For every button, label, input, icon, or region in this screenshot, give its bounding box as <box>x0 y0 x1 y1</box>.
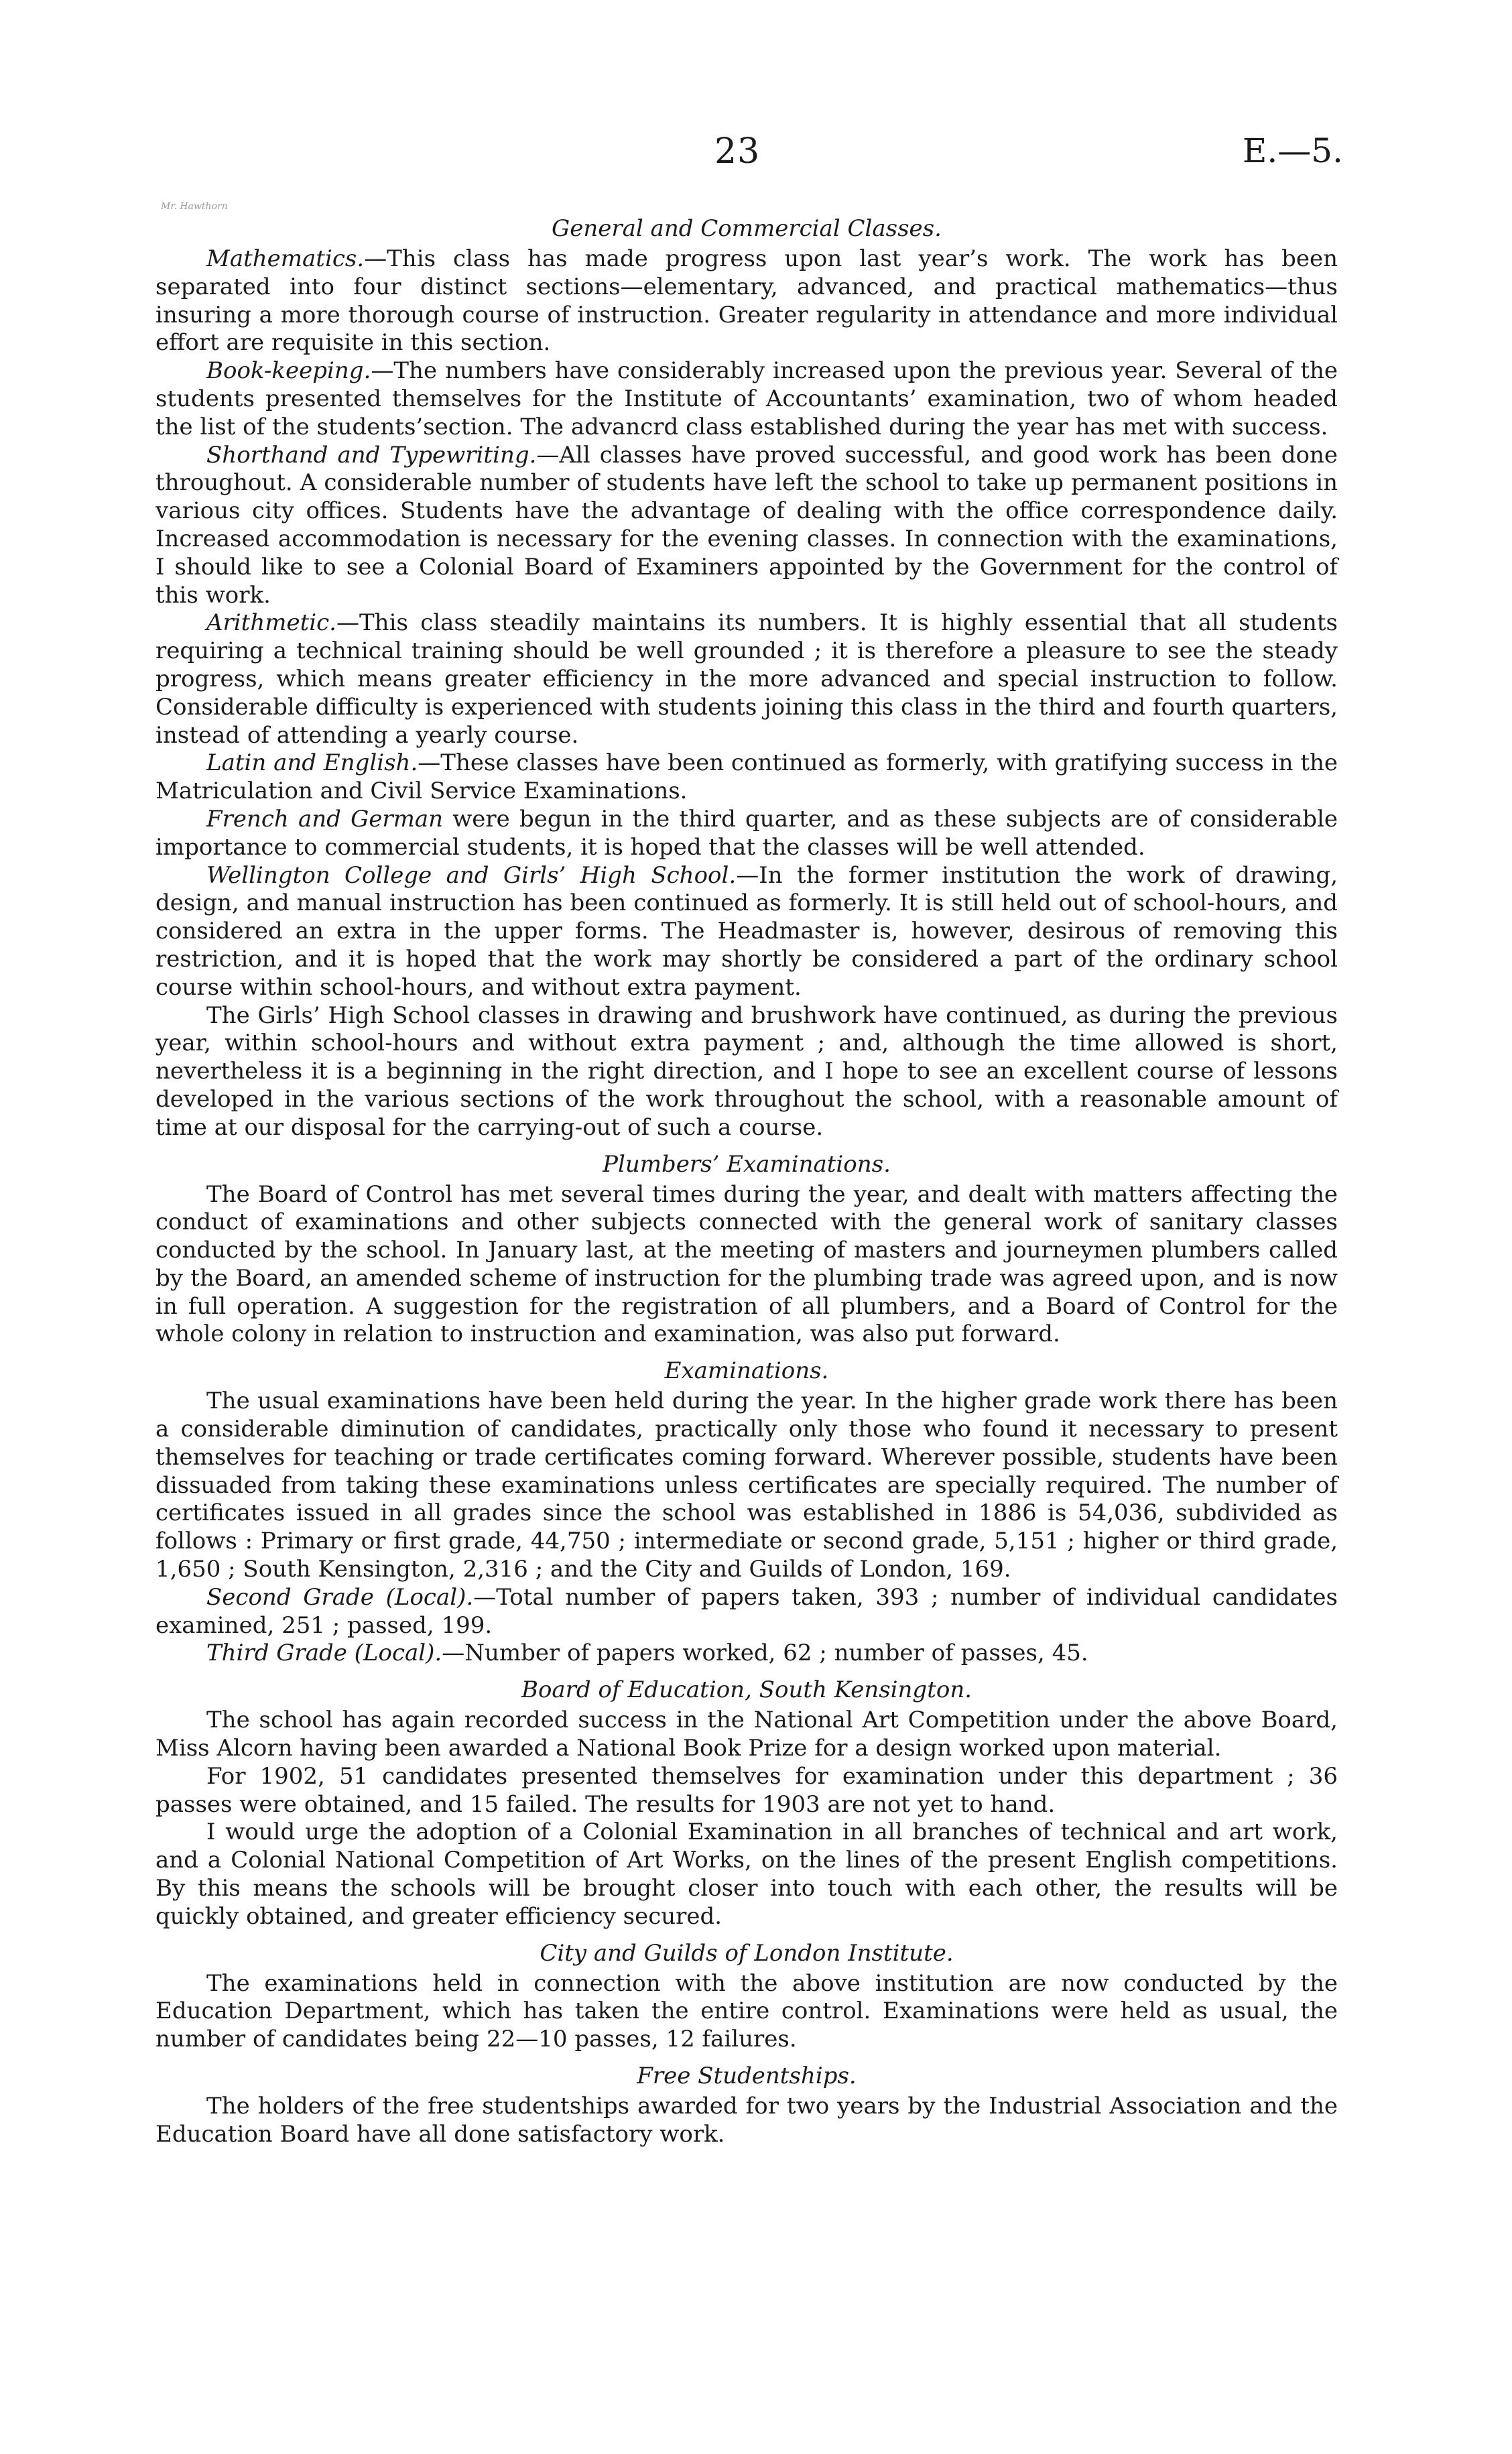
section-heading: City and Guilds of London Institute. <box>540 1939 954 1967</box>
document-code: E.—5. <box>1242 131 1343 170</box>
paragraph-lead: Shorthand and Typewriting. <box>206 441 537 469</box>
paragraph <box>155 442 1338 610</box>
paragraph-lead: Second Grade (Local). <box>206 1583 474 1611</box>
paragraph <box>155 1707 1338 1763</box>
section-heading: Plumbers’ Examinations. <box>603 1150 891 1178</box>
section-gap <box>155 2054 1338 2059</box>
paragraph-text: —This class has made progress upon last year’s work. The work has been separated into four distinct sections—elementary, advanced, and practical mathematics—thus insuring a more thorough course of instruction. Greater regularity in attendance and more individual effort are requisite in this section. <box>155 245 1338 357</box>
paragraph <box>155 749 1338 806</box>
stamp-mark: Mr. Hawthorn <box>161 201 228 212</box>
paragraph <box>155 1584 1338 1640</box>
paragraph-text: —The numbers have considerably increased upon the previous year. Several of the students presented themselves for the Institute of Accountants’ examination, two of whom headed the list of the students’section. The advancrd class established during the year has met with success. <box>155 357 1338 440</box>
paragraph <box>155 2093 1338 2149</box>
paragraph-text: The Board of Control has met several times during the year, and dealt with matters affecting the conduct of examinations and other subjects connected with the general work of sanitary classes conducted by the school. In January last, at the meeting of masters and journeymen plumbers called by the Board, an amended scheme of instruction for the plumbing trade was agreed upon, and is now in full operation. A suggestion for the registration of all plumbers, and a Board of Control for the whole colony in relation to instruction and examination, was also put forward. <box>155 1180 1338 1348</box>
page-header <box>0 131 1512 178</box>
paragraph-lead: Book-keeping. <box>206 357 371 385</box>
paragraph-text: —These classes have been continued as formerly, with gratifying success in the Matriculation and Civil Service Examinations. <box>155 749 1338 805</box>
paragraph-text: —This class steadily maintains its numbers. It is highly essential that all students requiring a technical training should be well grounded ; it is therefore a pleasure to see the steady progress, which means greater efficiency in the more advanced and special instruction to follow. Considerable difficulty is experienced with students joining this class in the third and fourth quarters, instead of attending a yearly course. <box>155 609 1338 749</box>
paragraph-lead: French and German <box>206 805 444 833</box>
section-heading: Free Studentships. <box>637 2063 857 2090</box>
paragraph-lead: Latin and English. <box>206 749 418 777</box>
paragraph-text: The Girls’ High School classes in drawing and brushwork have continued, as during the previous year, within school-hours and without extra payment ; and, although the time allowed is short, nevertheless it is a beginning in the right direction, and I hope to see an excellent course of lessons developed in the various sections of the work throughout the school, with a reasonable amount of time at our disposal for the carrying-out of such a course. <box>155 1001 1338 1141</box>
paragraph <box>155 1181 1338 1349</box>
section-heading: Examinations. <box>664 1357 829 1385</box>
paragraph <box>155 862 1338 1002</box>
paragraph-text: The usual examinations have been held during the year. In the higher grade work there has been a considerable diminution of candidates, practically only those who found it necessary to present themselves for teaching or trade certificates coming forward. Wherever possible, students have been dissuaded from taking these examinations unless certificates are specially required. The number of certificates issued in all grades since the school was established in 1886 is 54,036, subdivided as follows : Primary or first grade, 44,750 ; intermediate or second grade, 5,151 ; higher or third grade, 1,650 ; South Kensington, 2,316 ; and the City and Guilds of London, 169. <box>155 1388 1338 1583</box>
section-heading: General and Commercial Classes. <box>552 215 942 242</box>
paragraph <box>155 806 1338 862</box>
paragraph-text: The examinations held in connection with the above institution are now conducted by the Education Department, which has taken the entire control. Examinations were held as usual, the number of candidates being 22—10 passes, 12 failures. <box>155 1969 1338 2053</box>
paragraph <box>155 1388 1338 1584</box>
paragraph-lead: Wellington College and Girls’ High School. <box>206 861 737 889</box>
paragraph <box>155 1970 1338 2054</box>
section-gap <box>155 1668 1338 1673</box>
paragraph-text: For 1902, 51 candidates presented themselves for examination under this department ; 36 passes were obtained, and 15 failed. The results for 1903 are not yet to hand. <box>155 1762 1338 1818</box>
section-gap <box>155 1349 1338 1354</box>
paragraph-text: The school has again recorded success in the National Art Competition under the above Board, Miss Alcorn having been awarded a National Book Prize for a design worked upon material. <box>155 1707 1338 1762</box>
paragraph-text: —All classes have proved successful, and good work has been done throughout. A considerable number of students have left the school to take up permanent positions in various city offices. Students have the advantage of dealing with the office correspondence daily. Increased accommodation is necessary for the evening classes. In connection with the examinations, I should like to see a Colonial Board of Examiners appointed by the Government for the control of this work. <box>155 441 1338 609</box>
paragraph-text: —Total number of papers taken, 393 ; number of individual candidates examined, 251 ; passed, 199. <box>155 1583 1338 1639</box>
paragraph-text: were begun in the third quarter, and as these subjects are of considerable importance to commercial students, it is hoped that the classes will be well attended. <box>155 805 1338 861</box>
paragraph-lead: Mathematics. <box>206 245 365 272</box>
paragraph <box>155 245 1338 357</box>
paragraph <box>155 357 1338 441</box>
paragraph-lead: Arithmetic. <box>206 609 336 637</box>
document-body <box>155 212 1338 2154</box>
paragraph-text: —Number of papers worked, 62 ; number of passes, 45. <box>442 1640 1088 1667</box>
paragraph-text: —In the former institution the work of drawing, design, and manual instruction has been continued as formerly. It is still held out of school-hours, and considered an extra in the upper forms. The Headmaster is, however, desirous of removing this restriction, and it is hoped that the work may shortly be considered a part of the ordinary school course within school-hours, and without extra payment. <box>155 861 1338 1001</box>
page-number: 23 <box>714 131 761 172</box>
paragraph-text: I would urge the adoption of a Colonial Examination in all branches of technical and art work, and a Colonial National Competition of Art Works, on the lines of the present English competitions. By this means the schools will be brought closer into touch with each other, the results will be quickly obtained, and greater efficiency secured. <box>155 1819 1338 1930</box>
paragraph <box>155 1819 1338 1930</box>
paragraph <box>155 1002 1338 1142</box>
paragraph <box>155 609 1338 749</box>
paragraph <box>155 1640 1338 1668</box>
paragraph <box>155 1763 1338 1819</box>
section-heading: Board of Education, South Kensington. <box>521 1676 972 1704</box>
paragraph-text: The holders of the free studentships awarded for two years by the Industrial Association and the Education Board have all done satisfactory work. <box>155 2093 1338 2148</box>
section-gap <box>155 1142 1338 1148</box>
paragraph-lead: Third Grade (Local). <box>206 1640 442 1667</box>
section-gap <box>155 2149 1338 2154</box>
section-gap <box>155 1931 1338 1937</box>
